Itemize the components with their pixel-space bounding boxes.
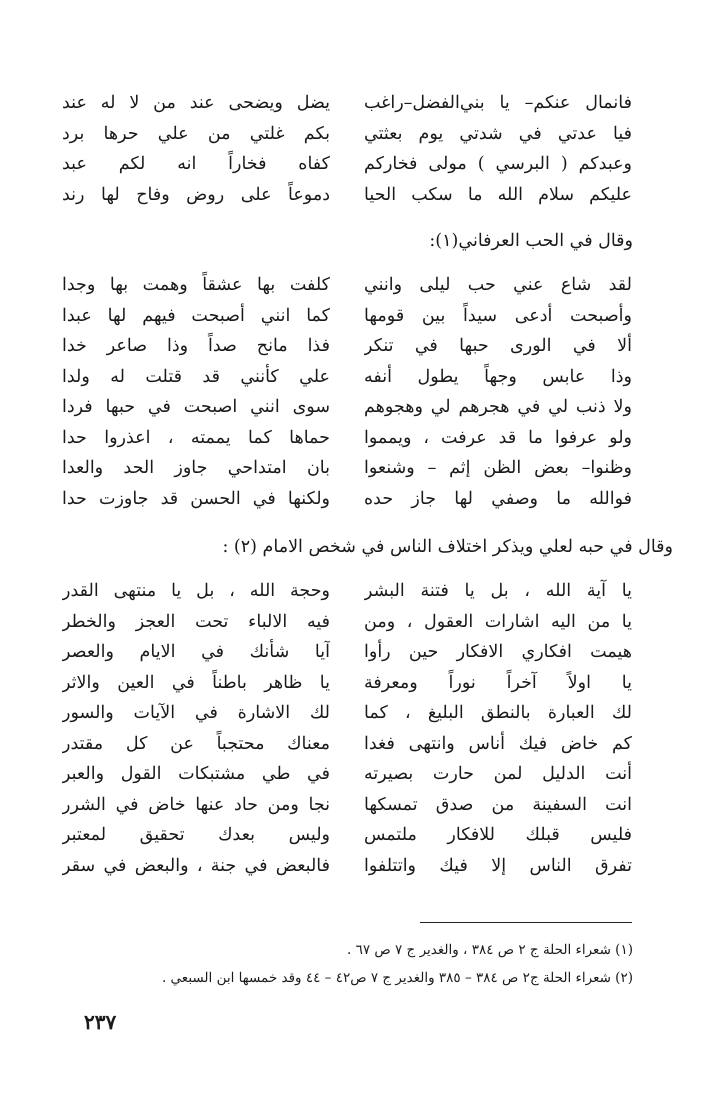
- verse-first-hemistich: يا آية الله ، بل يا فتنة البشر: [364, 581, 632, 601]
- verse-first-hemistich: هيمت افكاري الافكار حين رأوا: [364, 642, 632, 662]
- verse-second-hemistich: لك الاشارة في الآيات والسور: [62, 703, 330, 723]
- verse-first-hemistich: فيا عدتي في شدتي يوم بعثتي: [364, 123, 632, 144]
- verse-first-hemistich: وظنوا– بعض الظن إثم – وشنعوا: [364, 458, 632, 478]
- verse-line: [62, 484, 632, 515]
- verse-first-hemistich: ولو عرفوا ما قد عرفت ، ويمموا: [364, 427, 632, 448]
- verse-second-hemistich: معناك محتجباً عن كل مقتدر: [62, 733, 330, 754]
- verse-line: [62, 576, 632, 607]
- verse-line: [62, 790, 632, 821]
- footnote-1: (١) شعراء الحلة ج ٢ ص ٣٨٤ ، والغدير ج ٧ ص ٦٧ .: [346, 942, 633, 958]
- verse-second-hemistich: فذا مانح صداً وذا صاعر خدا: [62, 336, 330, 356]
- verse-second-hemistich: كفاه فخاراً انه لكم عبد: [62, 154, 330, 174]
- verse-line: [62, 637, 632, 668]
- verse-line: [62, 362, 632, 393]
- poem-2: [62, 270, 632, 514]
- verse-first-hemistich: ألا في الورى حبها في تنكر: [364, 336, 632, 356]
- verse-second-hemistich: وليس بعدك تحقيق لمعتبر: [62, 825, 330, 845]
- verse-line: [62, 759, 632, 790]
- verse-first-hemistich: فليس قبلك للافكار ملتمس: [364, 825, 632, 845]
- verse-second-hemistich: آيا شأنك في الايام والعصر: [62, 642, 330, 662]
- verse-first-hemistich: تفرق الناس إلا فيك واتتلفوا: [364, 855, 632, 876]
- verse-first-hemistich: فانمال عنكم– يا بني‌الفضل–راغب: [364, 93, 632, 113]
- verse-second-hemistich: دموعاً على روض وفاح لها رند: [62, 184, 330, 205]
- verse-second-hemistich: فيه الالباء تحت العجز والخطر: [62, 611, 330, 632]
- verse-second-hemistich: في طي مشتبكات القول والعبر: [62, 764, 330, 784]
- verse-second-hemistich: يا ظاهر باطناً في العين والاثر: [62, 672, 330, 693]
- verse-line: [62, 820, 632, 851]
- verse-second-hemistich: سوى انني اصبحت في حبها فردا: [62, 397, 330, 417]
- verse-second-hemistich: نجا ومن حاد عنها خاض في الشرر: [62, 794, 330, 815]
- poem-1: [62, 88, 632, 210]
- verse-second-hemistich: وحجة الله ، بل يا منتهى القدر: [62, 581, 330, 601]
- verse-line: [62, 698, 632, 729]
- verse-line: [62, 851, 632, 882]
- verse-first-hemistich: وعبدكم ( البرسي ) مولى فخاركم: [364, 154, 632, 174]
- verse-second-hemistich: حماها كما يممته ، اعذروا حدا: [62, 427, 330, 448]
- poem-3-introduction: وقال في حبه لعلي ويذكر اختلاف الناس في شخص الامام (٢) :: [222, 537, 673, 557]
- poem-2-introduction: وقال في الحب العرفاني(١):: [429, 231, 633, 251]
- verse-line: [62, 607, 632, 638]
- verse-line: [62, 729, 632, 760]
- verse-line: [62, 149, 632, 180]
- verse-line: [62, 270, 632, 301]
- verse-second-hemistich: كلفت بها عشقاً وهمت بها وجدا: [62, 275, 330, 295]
- page-number: ٢٣٧: [84, 1010, 117, 1034]
- verse-first-hemistich: يا اولاً آخراً نوراً ومعرفة: [364, 672, 632, 693]
- verse-first-hemistich: وذا عابس وجهاً يطول أنفه: [364, 366, 632, 387]
- verse-first-hemistich: ولا ذنب لي في هجرهم لي وهجوهم: [364, 397, 632, 417]
- verse-second-hemistich: بكم غلتي من علي حرها برد: [62, 123, 330, 144]
- verse-line: [62, 453, 632, 484]
- verse-second-hemistich: ولكنها في الحسن قد جاوزت حدا: [62, 488, 330, 509]
- verse-line: [62, 301, 632, 332]
- verse-line: [62, 668, 632, 699]
- verse-first-hemistich: أنت الدليل لمن حارت بصيرته: [364, 764, 632, 784]
- verse-second-hemistich: فالبعض في جنة ، والبعض في سقر: [62, 855, 330, 876]
- poem-3: [62, 576, 632, 881]
- verse-line: [62, 88, 632, 119]
- verse-first-hemistich: عليكم سلام الله ما سكب الحيا: [364, 184, 632, 205]
- verse-second-hemistich: يضل ويضحى عند من لا له عند: [62, 93, 330, 113]
- verse-first-hemistich: لقد شاع عني حب ليلى وانني: [364, 275, 632, 295]
- verse-first-hemistich: لك العبارة بالنطق البليغ ، كما: [364, 703, 632, 723]
- verse-second-hemistich: بان امتداحي جاوز الحد والعدا: [62, 458, 330, 478]
- verse-line: [62, 119, 632, 150]
- verse-second-hemistich: علي كأنني قد قتلت له ولدا: [62, 366, 330, 387]
- footnote-divider: [420, 922, 632, 923]
- verse-first-hemistich: كم خاض فيك أناس وانتهى فغدا: [364, 733, 632, 754]
- verse-second-hemistich: كما انني أصبحت فيهم لها عبدا: [62, 305, 330, 326]
- verse-line: [62, 423, 632, 454]
- verse-first-hemistich: وأصبحت أدعى سيداً بين قومها: [364, 305, 632, 326]
- footnote-2: (٢) شعراء الحلة ج٢ ص ٣٨٤ – ٣٨٥ والغدير ج ٧ ص٤٢ – ٤٤ وقد خمسها ابن السبعي .: [161, 970, 633, 986]
- verse-line: [62, 180, 632, 211]
- verse-first-hemistich: انت السفينة من صدق تمسكها: [364, 794, 632, 815]
- footnotes: [73, 936, 633, 992]
- verse-first-hemistich: فوالله ما وصفي لها جاز حده: [364, 488, 632, 509]
- verse-line: [62, 331, 632, 362]
- verse-line: [62, 392, 632, 423]
- verse-first-hemistich: يا من اليه اشارات العقول ، ومن: [364, 611, 632, 632]
